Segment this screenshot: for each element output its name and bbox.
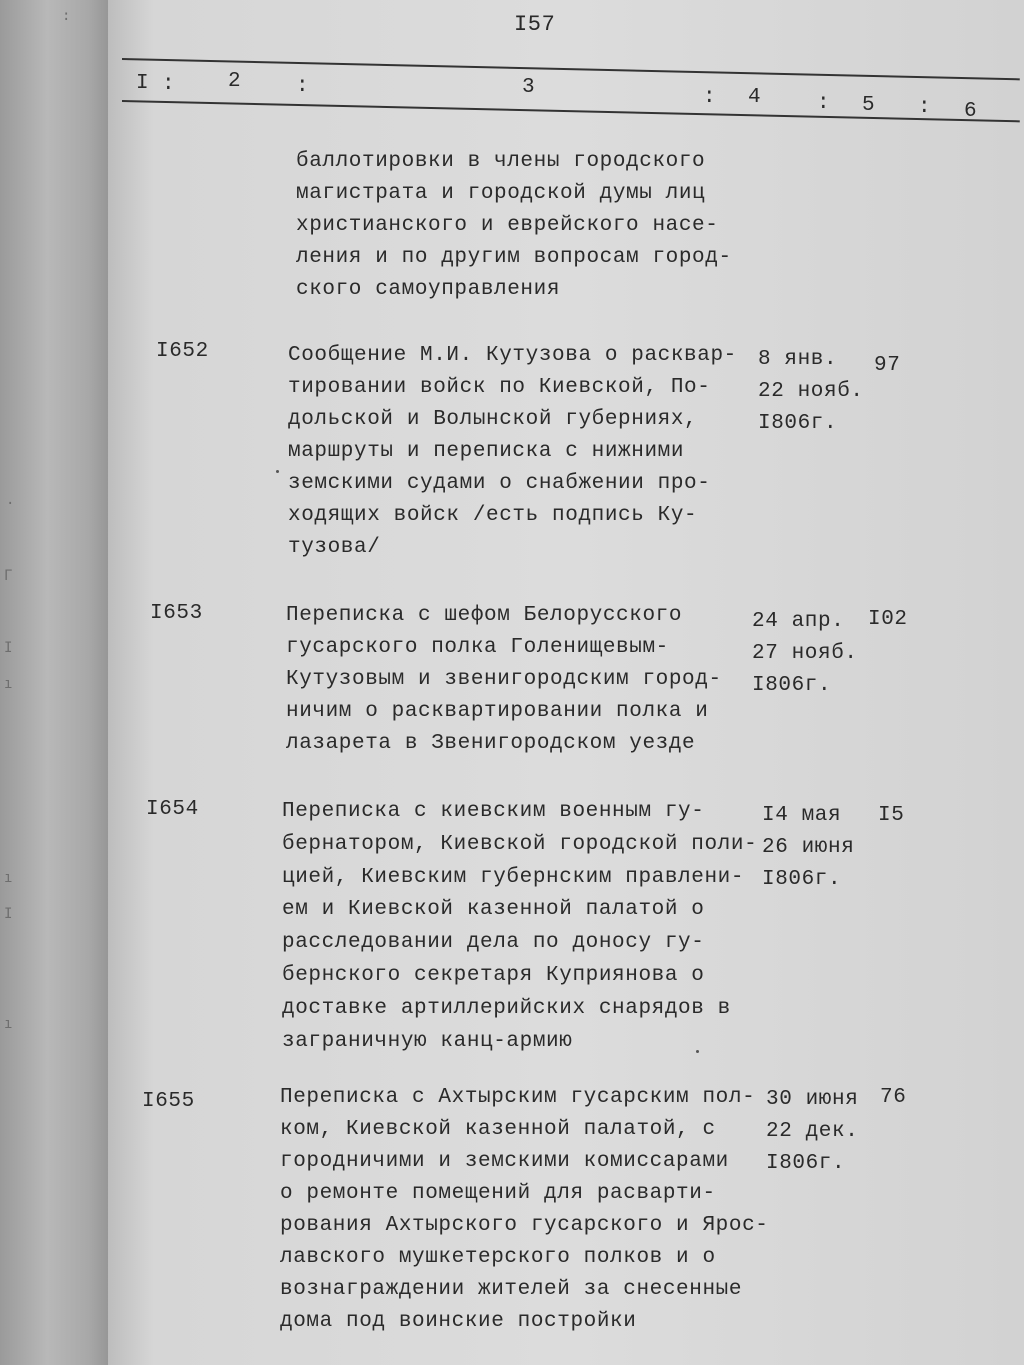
text-line: дольской и Волынской губерниях, — [288, 408, 698, 431]
date-line: 24 апр. — [752, 610, 845, 633]
sheet-count: 97 — [874, 354, 901, 377]
margin-mark: I — [4, 906, 13, 922]
column-separator: : — [703, 86, 717, 109]
column-separator: : — [918, 96, 932, 119]
record-description — [286, 600, 722, 760]
margin-mark: Г — [4, 568, 13, 584]
record-description — [282, 796, 757, 1058]
text-line: Переписка с шефом Белорусского — [286, 604, 683, 627]
column-3-label: 3 — [522, 76, 536, 99]
date-line: I4 мая — [762, 804, 842, 827]
text-line: ком, Киевской казенной палатой, с — [280, 1118, 716, 1141]
text-line: лазарета в Звенигородском уезде — [286, 732, 696, 755]
record-dates — [766, 1084, 858, 1180]
record-description — [280, 1082, 768, 1338]
text-line: баллотировки в члены городского — [296, 150, 706, 173]
text-line: заграничную канц-армию — [282, 1029, 573, 1053]
margin-mark: ı — [4, 1016, 13, 1032]
paper-speck — [276, 470, 279, 473]
text-line: христианского и еврейского насе- — [296, 214, 719, 237]
record-description — [288, 340, 737, 564]
text-line: тировании войск по Киевской, По- — [288, 376, 711, 399]
text-line: ем и Киевской казенной палатой о — [282, 898, 705, 922]
margin-mark: ı — [4, 676, 13, 692]
text-line: ского самоуправления — [296, 278, 561, 301]
date-line: 27 нояб. — [752, 642, 858, 665]
text-line: Переписка с киевским военным гу- — [282, 800, 705, 823]
date-line: 26 июня — [762, 836, 855, 859]
column-6-label: 6 — [964, 100, 978, 123]
date-line: 22 нояб. — [758, 380, 864, 403]
text-line: маршруты и переписка с нижними — [288, 440, 685, 463]
paper-speck — [696, 1050, 699, 1053]
record-number: I653 — [150, 602, 203, 625]
text-line: рования Ахтырского гусарского и Ярос- — [280, 1214, 769, 1237]
date-line: I806г. — [762, 868, 842, 891]
text-line: городничими и земскими комиссарами — [280, 1150, 729, 1173]
date-line: I806г. — [752, 674, 832, 697]
date-line: 30 июня — [766, 1088, 859, 1111]
record-number: I654 — [146, 798, 199, 821]
column-separator: : — [817, 92, 831, 115]
text-line: о ремонте помещений для расварти- — [280, 1182, 716, 1205]
margin-mark: ı — [4, 870, 13, 886]
text-line: цией, Киевским губернским правлени- — [282, 865, 745, 889]
text-line: Сообщение М.И. Кутузова о расквар- — [288, 344, 737, 367]
text-line: вознаграждении жителей за снесенные — [280, 1278, 743, 1301]
record-dates — [758, 344, 864, 440]
column-2-label: 2 — [228, 70, 242, 93]
text-line: дома под воинские постройки — [280, 1310, 637, 1333]
text-line: Переписка с Ахтырским гусарским пол- — [280, 1086, 756, 1109]
text-line: магистрата и городской думы лиц — [296, 182, 706, 205]
margin-mark: I — [4, 640, 13, 656]
margin-mark: · — [6, 496, 15, 512]
record-dates — [752, 606, 858, 702]
text-line: земскими судами о снабжении про- — [288, 472, 711, 495]
adjacent-page-edge — [0, 0, 118, 1365]
column-5-label: 5 — [862, 94, 876, 117]
text-line: лавского мушкетерского полков и о — [280, 1246, 716, 1269]
column-separator: : — [296, 75, 310, 98]
text-line: ходящих войск /есть подпись Ку- — [288, 504, 698, 527]
sheet-count: 76 — [880, 1086, 907, 1109]
record-number: I655 — [142, 1090, 195, 1113]
text-line: Кутузовым и звенигородским город- — [286, 668, 722, 691]
page-number: I57 — [514, 12, 556, 37]
sheet-count: I5 — [878, 804, 905, 827]
date-line: I806г. — [766, 1152, 846, 1175]
margin-mark: : — [62, 8, 71, 24]
date-line: 8 янв. — [758, 348, 838, 371]
text-line: тузова/ — [288, 536, 381, 559]
column-4-label: 4 — [748, 86, 762, 109]
text-line: бернского секретаря Куприянова о — [282, 963, 705, 987]
record-number: I652 — [156, 340, 209, 363]
continuation-text — [296, 146, 732, 306]
text-line: гусарского полка Голенищевым- — [286, 636, 669, 659]
text-line: расследовании дела по доносу гу- — [282, 931, 705, 955]
text-line: бернатором, Киевской городской поли- — [282, 832, 758, 856]
text-line: доставке артиллерийских снарядов в — [282, 996, 731, 1020]
date-line: I806г. — [758, 412, 838, 435]
text-line: ления и по другим вопросам город- — [296, 246, 732, 269]
column-1-label: I — [136, 72, 150, 95]
sheet-count: I02 — [868, 608, 908, 631]
date-line: 22 дек. — [766, 1120, 859, 1143]
column-separator: : — [162, 73, 176, 96]
record-dates — [762, 800, 854, 896]
text-line: ничим о расквартировании полка и — [286, 700, 709, 723]
